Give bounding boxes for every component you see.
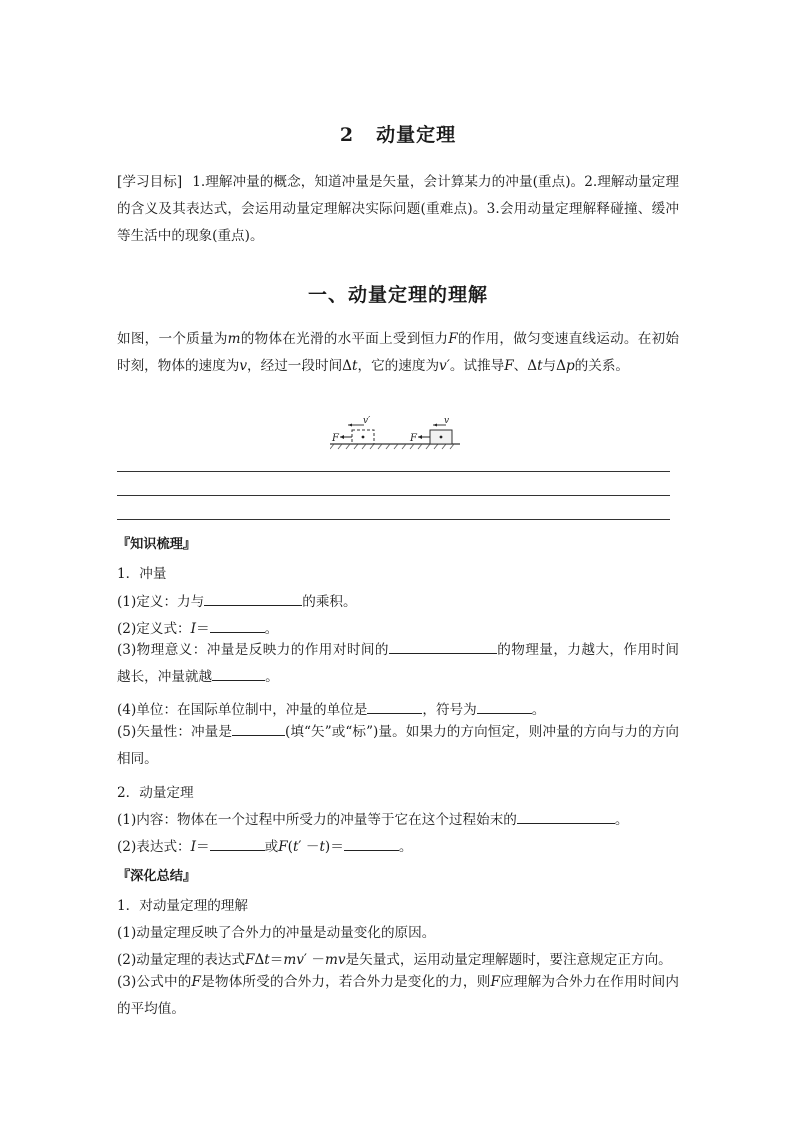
blank-formula (210, 618, 265, 633)
section-title: 一、动量定理的理解 (307, 284, 488, 306)
force-left-label: F (332, 433, 339, 444)
summary-heading: 『深化总结』 (117, 869, 197, 884)
summary-subheading: 1．对动量定理的理解 (117, 898, 248, 914)
knowledge-heading: 『知识梳理』 (117, 537, 197, 552)
summary-point-2: (2)动量定理的表达式FΔt＝mv′ －mv是矢量式，运用动量定理解题时，要注意规定正方向。 (117, 952, 672, 968)
page-title (117, 120, 679, 147)
summary-point-3: (3)公式中的F是物体所受的合外力，若合外力是变化的力，则F应理解为合外力在作用时间内的平均值。 (117, 974, 679, 1017)
theorem-heading: 2．动量定理 (117, 785, 194, 801)
blank-meaning (389, 639, 497, 654)
intro-paragraph: 如图，一个质量为m的物体在光滑的水平面上受到恒力F的作用，做匀变速直线运动。在初始时刻，物体的速度为v，经过一段时间Δt，它的速度为v′。试推导F、Δt与Δp的关系。 (117, 331, 680, 374)
blank-content (517, 809, 615, 824)
answer-line (117, 519, 670, 520)
objectives-tag: [学习目标] (117, 174, 183, 190)
impulse-heading: 1．冲量 (117, 566, 167, 582)
objectives-text: 1.理解冲量的概念，知道冲量是矢量，会计算某力的冲量(重点)。2.理解动量定理的含义及其表达式，会运用动量定理解决实际问题(重难点)。3.会用动量定理解释碰撞、缓冲等生活中的现象(重点)。 (117, 174, 680, 244)
blank-definition (204, 591, 302, 606)
theorem-expression: (2)表达式：I＝ 或F(t′ －t)＝ 。 (117, 835, 679, 855)
blank-unit (367, 699, 422, 714)
blank-expression-2 (344, 836, 399, 851)
blank-larger (212, 666, 265, 681)
answer-line (117, 495, 670, 496)
title-text: 动量定理 (376, 124, 457, 146)
impulse-formula: (2)定义式：I＝ 。 (117, 617, 679, 637)
force-right-label: F (410, 433, 417, 444)
impulse-meaning: (3)物理意义：冲量是反映力的作用对时间的 的物理量，力越大，作用时间越长，冲量就越 。 (117, 637, 679, 691)
blank-expression-1 (210, 836, 265, 851)
summary-point-1: (1)动量定理反映了合外力的冲量是动量变化的原因。 (117, 925, 436, 941)
learning-objectives (117, 169, 679, 250)
title-number: 2 (339, 124, 355, 146)
theorem-content: (1)内容：物体在一个过程中所受力的冲量等于它在这个过程始末的 。 (117, 808, 679, 828)
impulse-vector: (5)矢量性：冲量是 (填“矢”或“标”)量。如果力的方向恒定，则冲量的方向与力的方向相同。 (117, 719, 679, 773)
velocity-final-label: v′ (363, 416, 371, 426)
blank-vector (232, 721, 285, 736)
motion-figure (330, 410, 490, 450)
impulse-definition: (1)定义：力与 的乘积。 (117, 590, 679, 610)
velocity-initial-label: v (444, 416, 450, 426)
impulse-unit: (4)单位：在国际单位制中，冲量的单位是 ，符号为 。 (117, 698, 679, 718)
answer-line (117, 471, 670, 472)
blank-symbol (477, 699, 532, 714)
